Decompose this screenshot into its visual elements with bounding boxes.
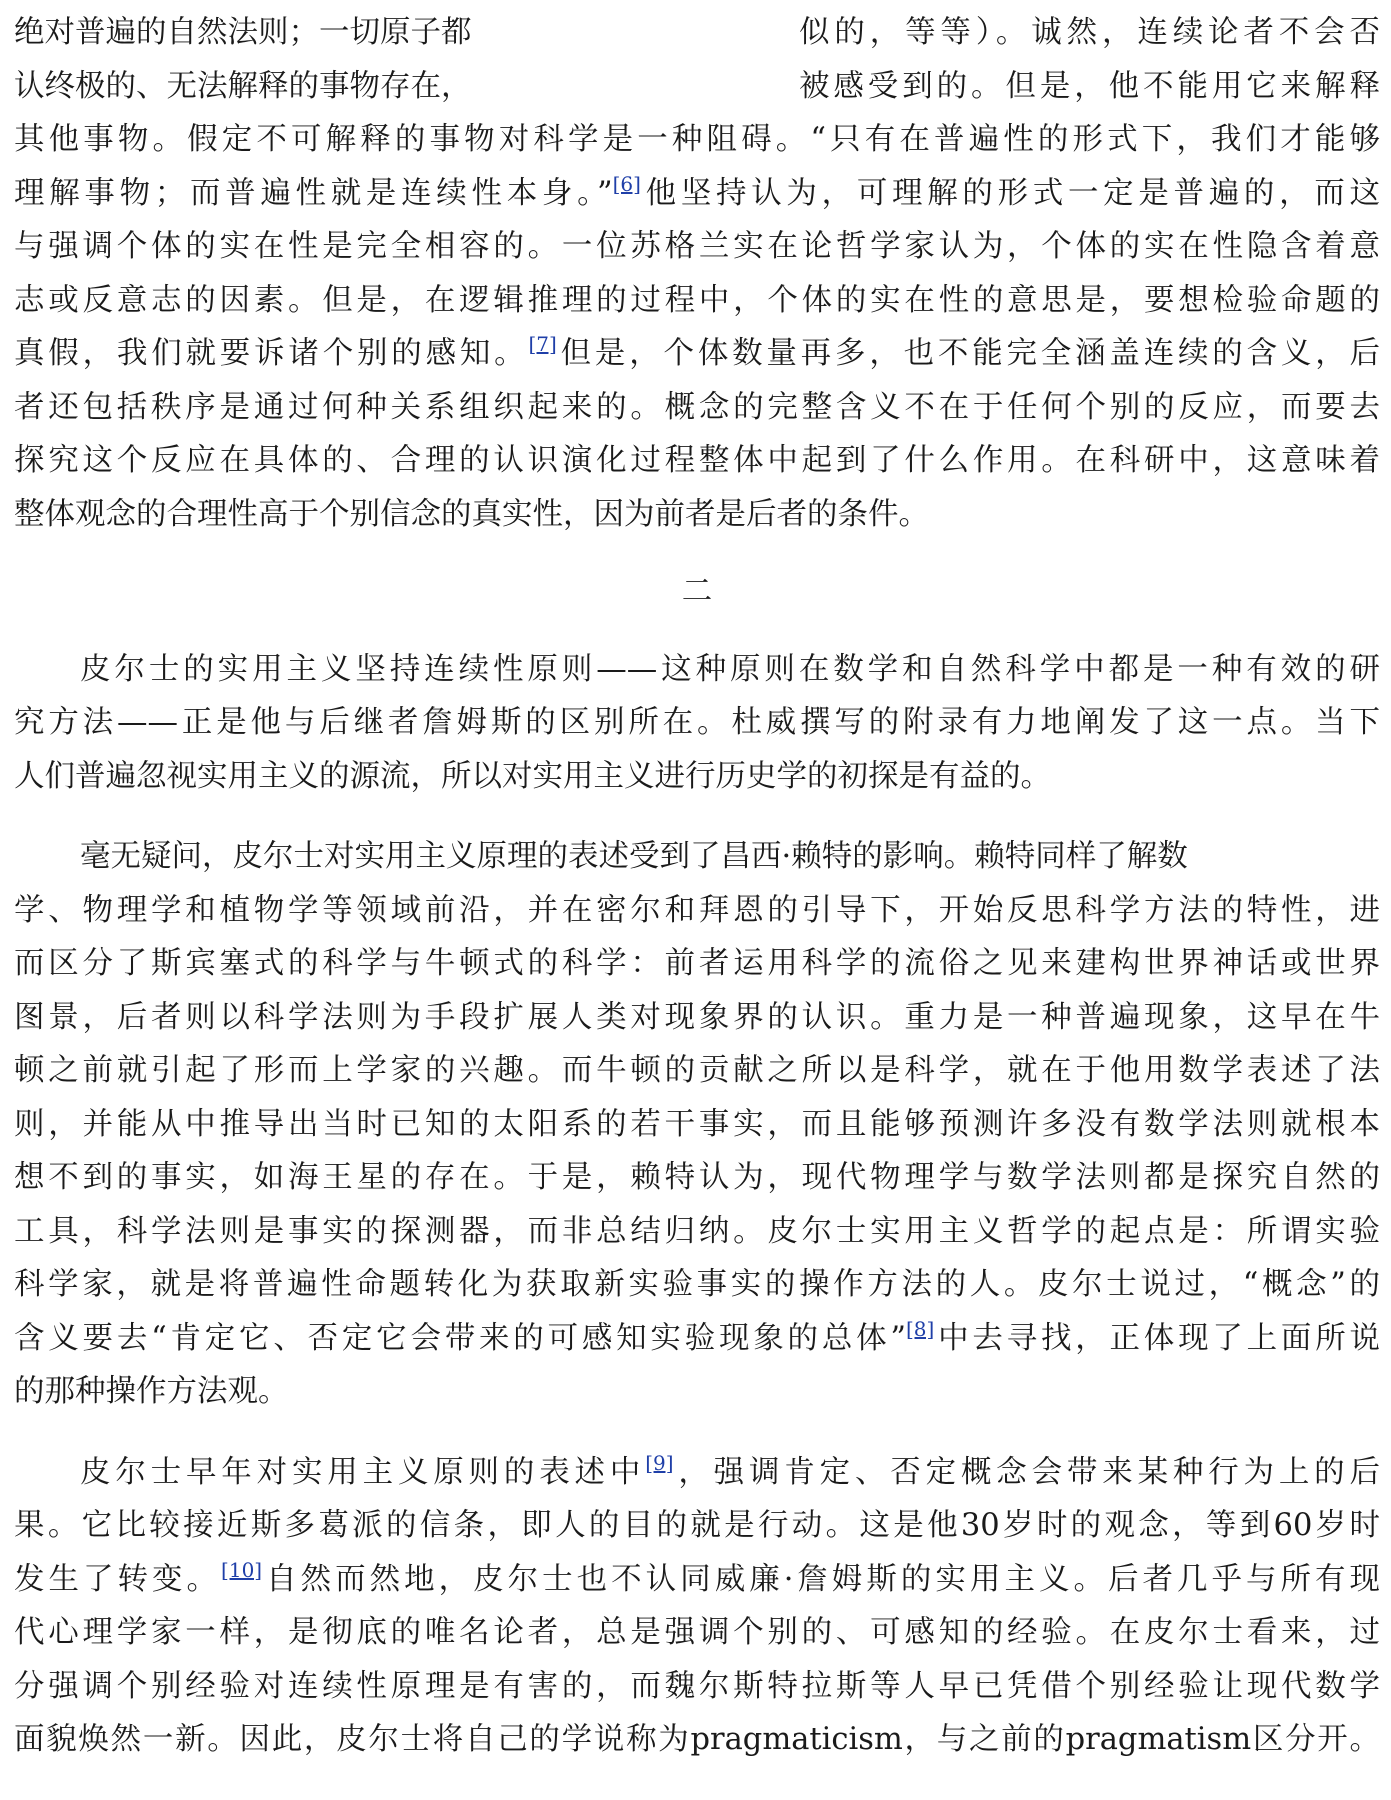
text-segment: 皮尔士早年对实用主义原则的表述中: [80, 1454, 646, 1490]
text-line: 皮尔士的实用主义坚持连续性原则——这种原则在数学和自然科学中都是一种有效的研: [80, 651, 1380, 687]
text-line: 顿之前就引起了形而上学家的兴趣。而牛顿的贡献之所以是科学，就在于他用数学表述了法: [14, 1053, 1380, 1088]
text-line: 科学家，就是将普遍性命题转化为获取新实验事实的操作方法的人。皮尔士说过，“概念”的: [14, 1267, 1380, 1302]
text-line: 想不到的事实，如海王星的存在。于是，赖特认为，现代物理学与数学法则都是探究自然的: [14, 1160, 1380, 1195]
text-segment: ，强调肯定、否定概念会带来某种行为上的后: [673, 1454, 1380, 1490]
text-line: 其他事物。假定不可解释的事物对科学是一种阻碍。“只有在普遍性的形式下，我们才能够: [14, 122, 1380, 157]
paragraph-3: [14, 1446, 1380, 1767]
text-line: 整体观念的合理性高于个别信念的真实性，因为前者是后者的条件。: [14, 496, 929, 532]
text-line: [14, 1553, 1380, 1607]
text-line: 毫无疑问，皮尔士对实用主义原理的表述受到了昌西·赖特的影响。赖特同样了解数: [80, 839, 1188, 874]
text-line-right: 似的，等等）。诚然，连续论者不会否: [799, 15, 1380, 50]
text-line: 分强调个别经验对连续性原理是有害的，而魏尔斯特拉斯等人早已凭借个别经验让现代数学: [14, 1668, 1380, 1704]
footnote-link-7[interactable]: [7]: [528, 332, 557, 356]
text-segment: 理解事物；而普遍性就是连续性本身。”: [14, 175, 613, 211]
text-line: 探究这个反应在具体的、合理的认识演化过程整体中起到了什么作用。在科研中，这意味着: [14, 443, 1380, 478]
section-heading: 二: [681, 574, 713, 609]
text-line: 的那种操作方法观。: [14, 1374, 289, 1409]
text-line: [14, 1446, 1380, 1500]
footnote-link-8[interactable]: [8]: [906, 1316, 935, 1341]
top-paragraph: [14, 6, 1380, 541]
text-line: 则，并能从中推导出当时已知的太阳系的若干事实，而且能够预测许多没有数学法则就根本: [14, 1106, 1380, 1142]
text-line: 人们普遍忽视实用主义的源流，所以对实用主义进行历史学的初探是有益的。: [14, 758, 1051, 794]
text-line: 代心理学家一样，是彻底的唯名论者，总是强调个别的、可感知的经验。在皮尔士看来，过: [14, 1615, 1380, 1650]
text-segment: 但是，个体数量再多，也不能完全涵盖连续的含义，后: [556, 336, 1380, 371]
text-segment: 发生了转变。: [14, 1561, 222, 1597]
text-segment: 真假，我们就要诉诸个别的感知。: [14, 336, 529, 371]
text-line: 图景，后者则以科学法则为手段扩展人类对现象界的认识。重力是一种普遍现象，这早在牛: [14, 999, 1380, 1035]
footnote-link-9[interactable]: [9]: [645, 1450, 674, 1475]
footnote-link-10[interactable]: [10]: [221, 1557, 263, 1582]
text-line: [14, 1312, 1380, 1366]
paragraph-gap: [14, 1419, 1380, 1446]
text-line-left: 认终极的、无法解释的事物存在，: [14, 68, 472, 104]
text-line: [14, 6, 1380, 60]
text-line: [14, 327, 1380, 381]
text-line: 果。它比较接近斯多葛派的信条，即人的目的就是行动。这是他30岁时的观念，等到60岁时: [14, 1508, 1380, 1543]
document-page: [14, 6, 1380, 1767]
paragraph-gap: [14, 803, 1380, 830]
text-line: [14, 60, 1380, 114]
text-line: 究方法——正是他与后继者詹姆斯的区别所在。杜威撰写的附录有力地阐发了这一点。当下: [14, 705, 1380, 740]
text-line: 工具，科学法则是事实的探测器，而非总结归纳。皮尔士实用主义哲学的起点是：所谓实验: [14, 1213, 1380, 1249]
text-line: 志或反意志的因素。但是，在逻辑推理的过程中，个体的实在性的意思是，要想检验命题的: [14, 282, 1380, 318]
text-segment: 含义要去“肯定它、否定它会带来的可感知实验现象的总体”: [14, 1320, 906, 1356]
text-line-left: 绝对普遍的自然法则；一切原子都: [14, 15, 472, 50]
text-segment: 自然而然地，皮尔士也不认同威廉·詹姆斯的实用主义。后者几乎与所有现: [262, 1561, 1380, 1597]
paragraph-1: [14, 643, 1380, 804]
text-line: 学、物理学和植物学等领域前沿，并在密尔和拜恩的引导下，开始反思科学方法的特性，进: [14, 892, 1380, 928]
text-line: [14, 167, 1380, 221]
text-segment: 中去寻找，正体现了上面所说: [934, 1320, 1380, 1356]
text-line: 者还包括秩序是通过何种关系组织起来的。概念的完整含义不在于任何个别的反应，而要去: [14, 389, 1380, 425]
paragraph-2: [14, 830, 1380, 1419]
text-line: 而区分了斯宾塞式的科学与牛顿式的科学：前者运用科学的流俗之见来建构世界神话或世界: [14, 946, 1380, 981]
text-segment: 他坚持认为，可理解的形式一定是普遍的，而这: [640, 175, 1380, 211]
footnote-link-6[interactable]: [6]: [612, 171, 641, 196]
text-line: 与强调个体的实在性是完全相容的。一位苏格兰实在论哲学家认为，个体的实在性隐含着意: [14, 229, 1380, 264]
text-line-right: 被感受到的。但是，他不能用它来解释: [799, 68, 1380, 104]
text-line: 面貌焕然一新。因此，皮尔士将自己的学说称为pragmaticism，与之前的pragmatism区分开。: [14, 1722, 1380, 1757]
